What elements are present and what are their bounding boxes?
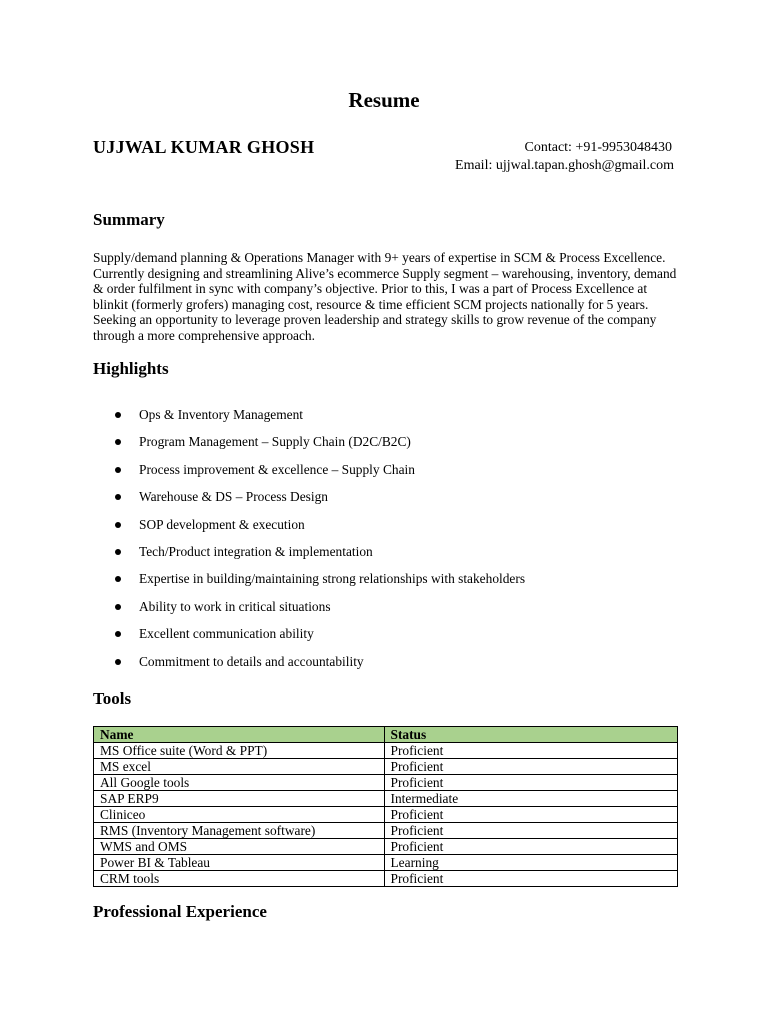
list-item [93,567,683,594]
highlight-text: Process improvement & excellence – Supply Chain [139,461,415,477]
highlight-text: Ops & Inventory Management [139,407,303,422]
table-row [94,855,678,871]
highlight-text: Ability to work in critical situations [139,598,331,614]
tool-status: Proficient [384,871,678,887]
document-title: Resume [348,88,420,112]
list-item [93,430,683,457]
tool-status: Intermediate [384,791,678,807]
candidate-name: UJJWAL KUMAR GHOSH [93,137,315,157]
bullet-icon [115,494,121,500]
table-row [94,759,678,775]
bullet-icon [115,659,121,665]
tool-status: Proficient [384,759,678,775]
highlight-text: Warehouse & DS – Process Design [139,489,328,505]
tool-status: Proficient [384,775,678,791]
highlight-text: Expertise in building/maintaining strong relationships with stakeholders [139,571,526,587]
tool-name: SAP ERP9 [94,791,385,807]
bullet-icon [115,467,121,473]
column-header-status: Status [384,727,678,743]
tool-status: Learning [384,855,678,871]
highlight-text: Tech/Product integration & implementation [139,543,373,559]
tool-name: WMS and OMS [94,839,385,855]
tool-status: Proficient [384,839,678,855]
highlight-text: SOP development & execution [139,516,305,532]
contact-email: Email: ujjwal.tapan.ghosh@gmail.com [455,158,674,173]
bullet-icon [115,412,121,418]
list-item [93,622,683,649]
bullet-icon [115,439,121,445]
list-item [93,403,683,430]
tool-status: Proficient [384,807,678,823]
tool-status: Proficient [384,823,678,839]
tool-name: RMS (Inventory Management software) [94,823,385,839]
highlight-text: Excellent communication ability [139,626,314,642]
highlight-text: Commitment to details and accountability [139,653,364,669]
table-row [94,743,678,759]
table-row [94,823,678,839]
bullet-icon [115,549,121,555]
tool-name: All Google tools [94,775,385,791]
summary-heading: Summary [93,210,165,229]
highlights-heading: Highlights [93,359,169,378]
table-row [94,839,678,855]
table-row [94,807,678,823]
tool-name: Cliniceo [94,807,385,823]
tool-name: MS excel [94,759,385,775]
bullet-icon [115,576,121,582]
bullet-icon [115,631,121,637]
list-item [93,595,683,622]
highlight-text: Program Management – Supply Chain (D2C/B2C) [139,434,411,450]
experience-heading: Professional Experience [93,902,267,921]
list-item [93,485,683,512]
list-item [93,540,683,567]
tool-name: Power BI & Tableau [94,855,385,871]
table-row [94,871,678,887]
tools-table [93,726,678,887]
tool-name: CRM tools [94,871,385,887]
table-row [94,791,678,807]
summary-text: Supply/demand planning & Operations Manager with 9+ years of expertise in SCM & Process Excellence. Currently designing and streamlining Alive’s ecommerce Supply segment – warehousing, inventory, demand & order fulfilment in sync with company’s objective. Prior to this, I was a part of Process Excellence at blinkit (formerly grofers) managing cost, resource & time efficient SCM projects nationally for 5 years. Seeking an opportunity to leverage proven leadership and strategy skills to grow revenue of the company through a more comprehensive approach. [93,250,677,343]
bullet-icon [115,604,121,610]
highlights-list [93,403,683,677]
tools-heading: Tools [93,689,132,708]
table-header-row [94,727,678,743]
list-item [93,650,683,677]
contact-phone: Contact: +91-9953048430 [524,140,672,155]
list-item [93,513,683,540]
tool-name: MS Office suite (Word & PPT) [94,743,385,759]
tool-status: Proficient [384,743,678,759]
table-row [94,775,678,791]
column-header-name: Name [94,727,385,743]
bullet-icon [115,522,121,528]
list-item [93,458,683,485]
contact-block [455,139,672,175]
